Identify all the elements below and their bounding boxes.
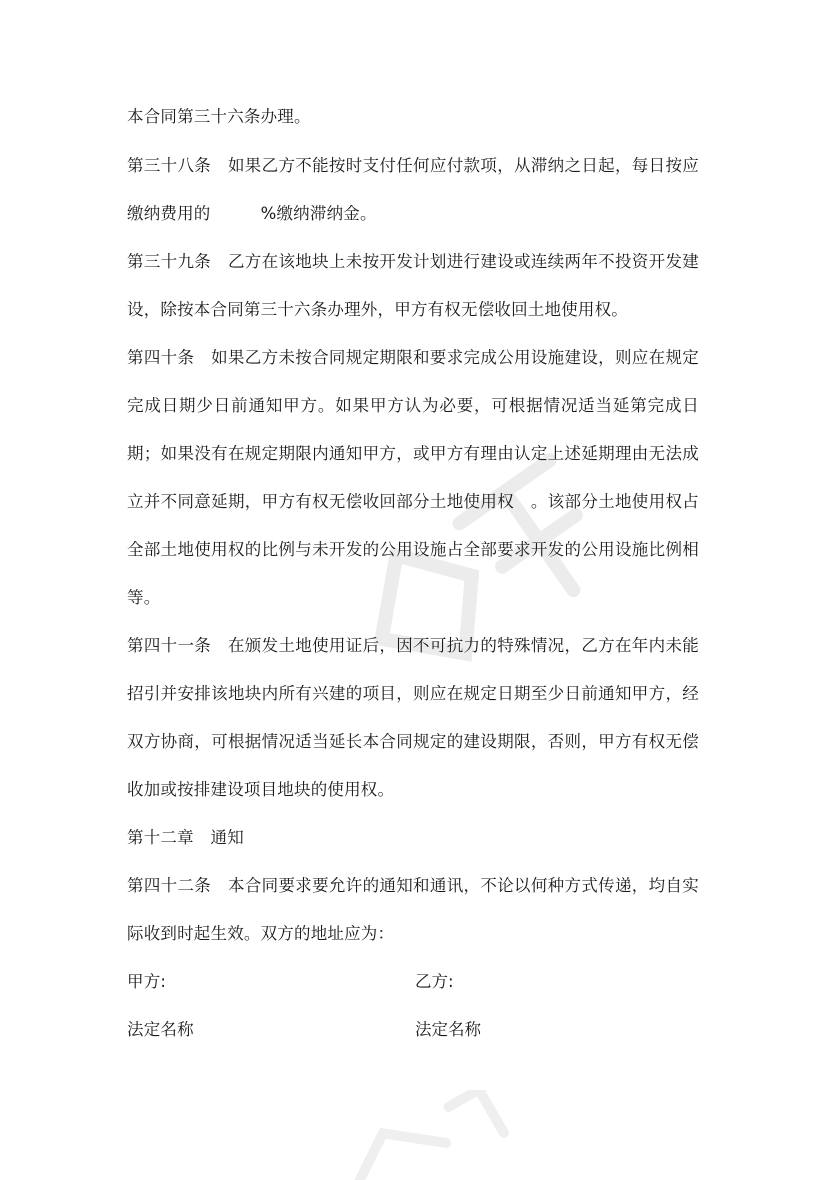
watermark-stamp-bottom bbox=[300, 1090, 560, 1180]
text-line-6: 第四十条 如果乙方未按合同规定期限和要求完成公用设施建设，则应在规定 bbox=[127, 348, 699, 367]
text-line-4: 第三十九条 乙方在该地块上未按开发计划进行建设或连续两年不投资开发建 bbox=[127, 252, 699, 271]
text-line-17: 第四十二条 本合同要求要允许的通知和通讯，不论以何种方式传递，均自实 bbox=[127, 876, 699, 895]
text-line-1: 本合同第三十六条办理。 bbox=[127, 107, 311, 126]
text-line-5: 设，除按本合同第三十六条办理外，甲方有权无偿收回土地使用权。 bbox=[127, 300, 628, 319]
party-a-name-label: 法定名称 bbox=[127, 1020, 194, 1039]
party-b-label: 乙方: bbox=[415, 972, 454, 991]
text-line-18: 际收到时起生效。双方的地址应为： bbox=[127, 924, 395, 943]
text-line-15: 收加或按排建设项目地块的使用权。 bbox=[127, 780, 395, 799]
text-line-14: 双方协商，可根据情况适当延长本合同规定的建设期限，否则，甲方有权无偿 bbox=[127, 732, 699, 751]
text-line-3: 缴纳费用的 %缴纳滞纳金。 bbox=[127, 204, 377, 223]
party-a-label: 甲方: bbox=[127, 972, 167, 991]
party-b-name-label: 法定名称 bbox=[415, 1020, 481, 1039]
text-line-9: 立并不同意延期，甲方有权无偿收回部分土地使用权 。该部分土地使用权占 bbox=[127, 492, 699, 511]
text-line-10: 全部土地使用权的比例与未开发的公用设施占全部要求开发的公用设施比例相 bbox=[127, 540, 699, 559]
chapter-heading: 第十二章 通知 bbox=[127, 828, 244, 847]
watermark-stamp bbox=[300, 420, 660, 720]
text-line-7: 完成日期少日前通知甲方。如果甲方认为必要，可根据情况适当延第完成日 bbox=[127, 396, 699, 415]
text-line-11: 等。 bbox=[127, 588, 161, 607]
text-line-8: 期；如果没有在规定期限内通知甲方，或甲方有理由认定上述延期理由无法成 bbox=[127, 444, 699, 463]
text-line-13: 招引并安排该地块内所有兴建的项目，则应在规定日期至少日前通知甲方，经 bbox=[127, 684, 699, 703]
text-line-12: 第四十一条 在颁发土地使用证后，因不可抗力的特殊情况，乙方在年内未能 bbox=[127, 636, 699, 655]
text-line-2: 第三十八条 如果乙方不能按时支付任何应付款项，从滞纳之日起，每日按应 bbox=[127, 156, 699, 175]
